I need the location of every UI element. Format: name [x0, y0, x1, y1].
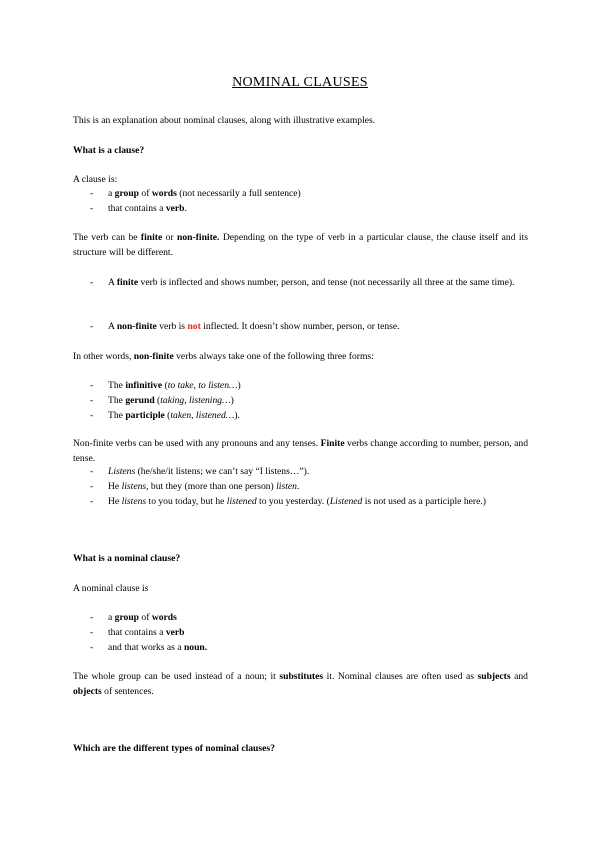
emphasis-not: not — [187, 321, 201, 332]
page-title: NOMINAL CLAUSES — [232, 75, 368, 90]
finite-list — [90, 275, 528, 290]
whole-group-paragraph: The whole group can be used instead of a noun; it substitutes it. Nominal clauses are often used as subjects and objects of sentences. — [73, 671, 528, 697]
nonfinite-list — [90, 319, 528, 334]
heading-text: What is a clause? — [73, 145, 145, 156]
heading-what-is-nominal-clause — [73, 551, 528, 566]
clause-definition-list — [90, 186, 528, 216]
examples-list — [90, 464, 528, 509]
heading-what-is-clause — [73, 143, 528, 158]
other-words-paragraph: In other words, non-finite verbs always take one of the following three forms: — [73, 351, 374, 362]
list-item: - A finite verb is inflected and shows number, person, and tense (not necessarily all three at the same time). — [90, 275, 528, 290]
list-item: - The gerund (taking, listening…) — [90, 393, 528, 408]
list-item: - that contains a verb. — [90, 201, 528, 216]
clause-lead: A clause is: — [73, 174, 118, 185]
list-item: - The participle (taken, listened…). — [90, 408, 528, 423]
nominal-definition-list — [90, 610, 528, 655]
finite-paragraph: The verb can be finite or non-finite. Depending on the type of verb in a particular clause, the clause itself and its structure will be different. — [73, 232, 528, 258]
list-item: - that contains a verb — [90, 625, 528, 640]
list-item: - He listens to you today, but he listened to you yesterday. (Listened is not used as a participle here.) — [90, 494, 528, 509]
list-item: - and that works as a noun. — [90, 640, 528, 655]
list-item: - Listens (he/she/it listens; we can’t say “I listens…”). — [90, 464, 528, 479]
verb-forms-list — [90, 378, 528, 423]
heading-types-of-nominal-clauses — [73, 741, 528, 756]
list-item: - He listens, but they (more than one person) listen. — [90, 479, 528, 494]
intro-paragraph: This is an explanation about nominal clauses, along with illustrative examples. — [73, 115, 376, 126]
list-item: - a group of words — [90, 610, 528, 625]
nonfinite-use-paragraph: Non-finite verbs can be used with any pronouns and any tenses. Finite verbs change according to number, person, and tense. — [73, 438, 528, 464]
heading-text: Which are the different types of nominal clauses? — [73, 743, 275, 754]
list-item: - The infinitive (to take, to listen…) — [90, 378, 528, 393]
list-item: - a group of words (not necessarily a full sentence) — [90, 186, 528, 201]
nominal-lead: A nominal clause is — [73, 583, 149, 594]
heading-text: What is a nominal clause? — [73, 553, 181, 564]
list-item: - A non-finite verb is not inflected. It doesn’t show number, person, or tense. — [90, 319, 528, 334]
